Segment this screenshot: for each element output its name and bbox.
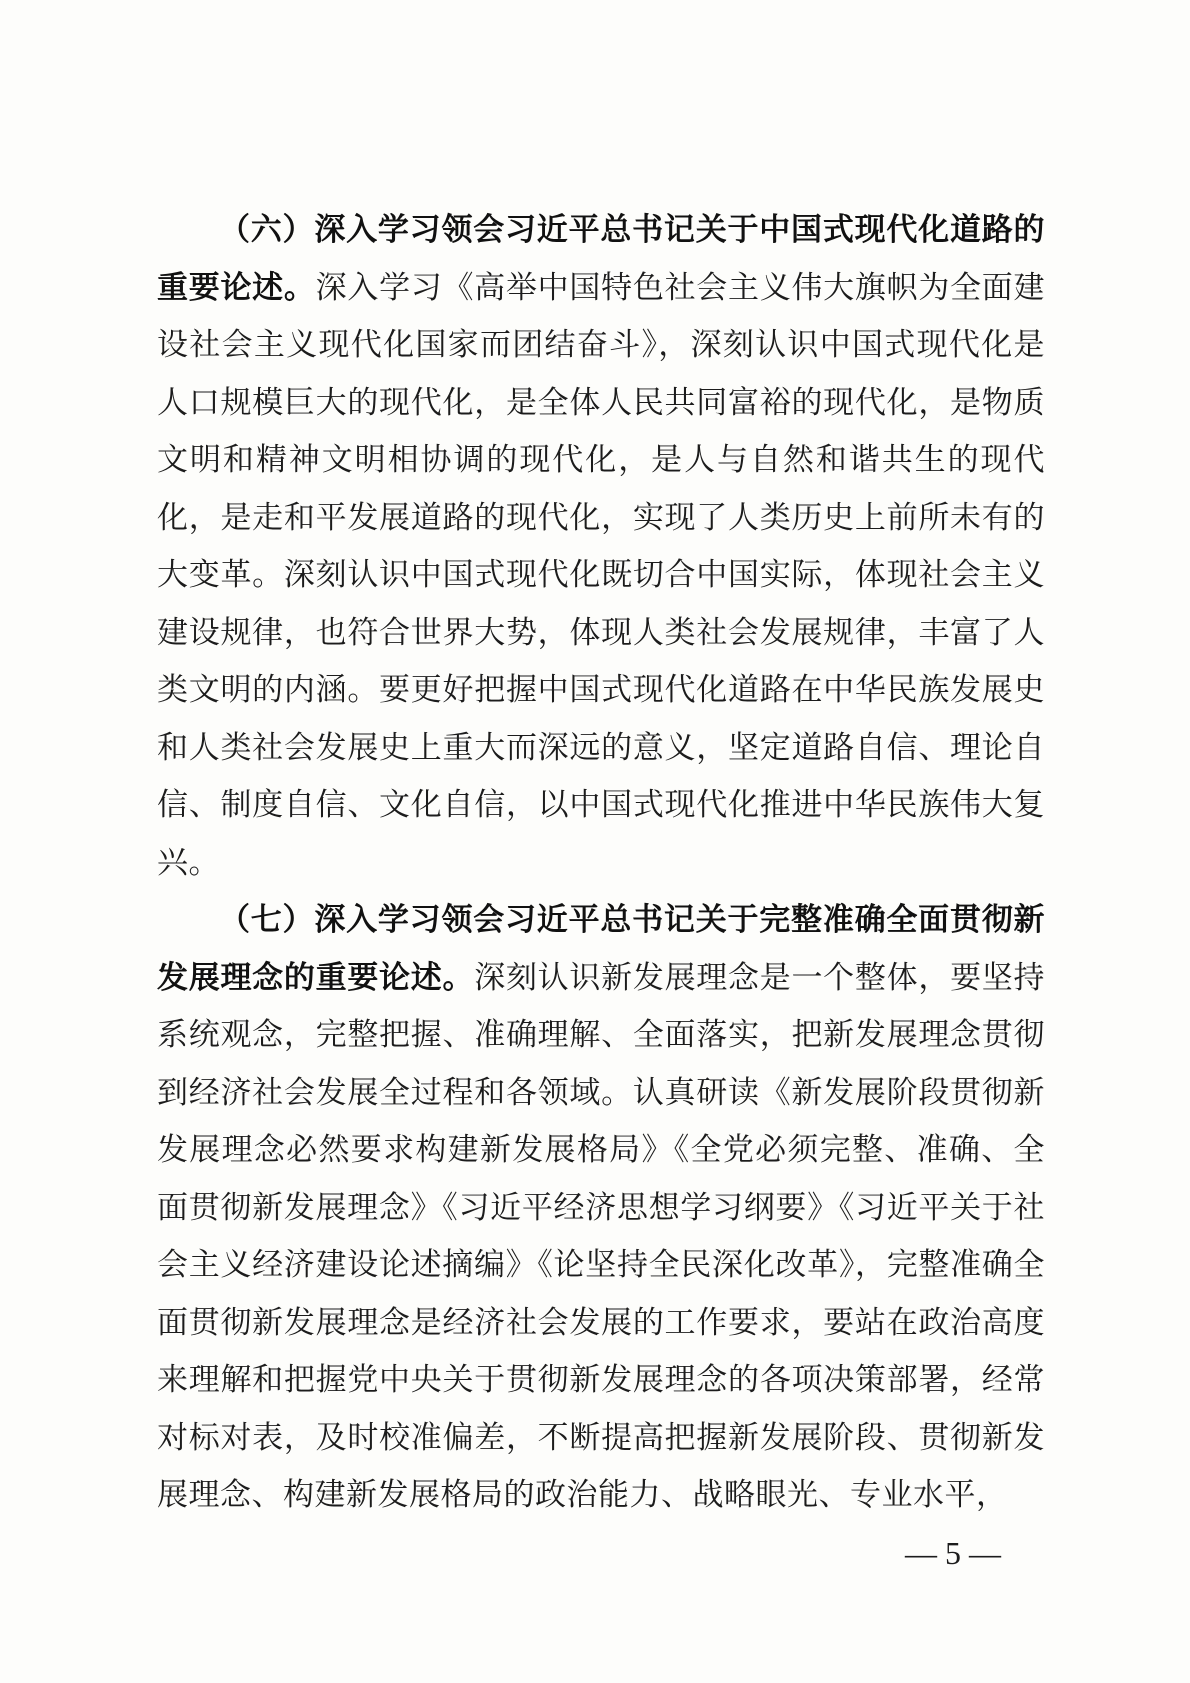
body-text bbox=[157, 202, 1045, 1525]
section-6-paragraph bbox=[157, 202, 1045, 892]
section-7-heading: （七）深入学习领会习近平总书记关于完整准确全面贯彻新发展理念的重要论述。 bbox=[157, 902, 1045, 996]
section-6-heading: （六）深入学习领会习近平总书记关于中国式现代化道路的重要论述。 bbox=[157, 212, 1045, 306]
section-7-body: 深刻认识新发展理念是一个整体，要坚持系统观念，完整把握、准确理解、全面落实，把新发展理念贯彻到经济社会发展全过程和各领域。认真研读《新发展阶段贯彻新发展理念必然要求构建新发展格局》《全党必须完整、准确、全面贯彻新发展理念》《习近平经济思想学习纲要》《习近平关于社会主义经济建设论述摘编》《论坚持全民深化改革》，完整准确全面贯彻新发展理念是经济社会发展的工作要求，要站在政治高度来理解和把握党中央关于贯彻新发展理念的各项决策部署，经常对标对表，及时校准偏差，不断提高把握新发展阶段、贯彻新发展理念、构建新发展格局的政治能力、战略眼光、专业水平， bbox=[157, 959, 1046, 1513]
section-7-paragraph bbox=[157, 892, 1045, 1525]
page-number: — 5 — bbox=[905, 1535, 1001, 1571]
section-6-body: 深入学习《高举中国特色社会主义伟大旗帜为全面建设社会主义现代化国家而团结奋斗》，深刻认识中国式现代化是人口规模巨大的现代化，是全体人民共同富裕的现代化，是物质文明和精神文明相协调的现代化，是人与自然和谐共生的现代化，是走和平发展道路的现代化，实现了人类历史上前所未有的大变革。深刻认识中国式现代化既切合中国实际，体现社会主义建设规律，也符合世界大势，体现人类社会发展规律，丰富了人类文明的内涵。要更好把握中国式现代化道路在中华民族发展史和人类社会发展史上重大而深远的意义，坚定道路自信、理论自信、制度自信、文化自信，以中国式现代化推进中华民族伟大复兴。 bbox=[157, 269, 1046, 881]
